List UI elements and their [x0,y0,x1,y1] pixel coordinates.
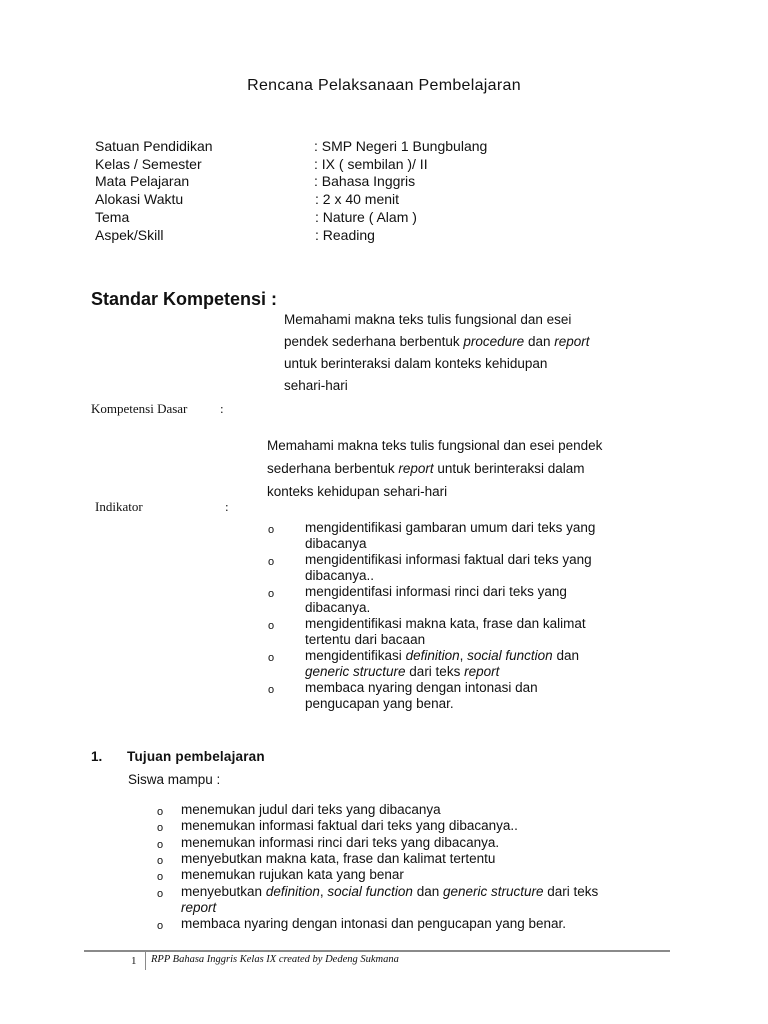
kd-line: Memahami makna teks tulis fungsional dan esei pendek [267,438,603,453]
bullet-icon: o [268,524,275,536]
tujuan-intro: Siswa mampu : [128,772,221,787]
standar-kompetensi-text [284,309,684,397]
sk-line: pendek sederhana berbentuk procedure dan report [284,334,590,349]
info-value: : Nature ( Alam ) [315,209,417,225]
indikator-label: Indikator [95,499,143,514]
kompetensi-dasar-text [267,434,687,503]
kompetensi-dasar-label: Kompetensi Dasar [91,401,188,416]
bullet-icon: o [157,871,164,883]
bullet-icon: o [157,839,164,851]
info-value: : 2 x 40 menit [315,191,400,207]
bullet-icon: o [268,652,275,664]
tujuan-heading: Tujuan pembelajaran [127,749,265,764]
bullet-icon: o [268,684,275,696]
kd-line: konteks kehidupan sehari-hari [267,484,448,499]
info-value: : Reading [315,227,375,243]
bullet-icon: o [268,556,275,568]
footer-divider [84,950,670,952]
info-label: Alokasi Waktu [95,191,184,207]
sk-line: sehari-hari [284,378,348,393]
standar-kompetensi-heading: Standar Kompetensi : [91,289,278,309]
document-title: Rencana Pelaksanaan Pembelajaran [247,77,521,94]
kompetensi-dasar-colon: : [220,401,224,416]
info-value: : Bahasa Inggris [314,173,416,189]
bullet-icon: o [157,920,164,932]
info-label: Kelas / Semester [95,156,202,172]
bullet-icon: o [268,588,275,600]
sk-line: Memahami makna teks tulis fungsional dan esei [284,312,572,327]
info-label: Mata Pelajaran [95,173,190,189]
indikator-colon: : [225,499,229,514]
info-value: : SMP Negeri 1 Bungbulang [314,138,488,154]
info-value: : IX ( sembilan )/ II [314,156,428,172]
bullet-icon: o [157,855,164,867]
bullet-icon: o [268,620,275,632]
info-label: Satuan Pendidikan [95,138,213,154]
tujuan-number: 1. [91,749,103,764]
bullet-icon: o [157,822,164,834]
footer-separator [145,952,146,970]
footer-text: RPP Bahasa Inggris Kelas IX created by Dedeng Sukmana [151,954,399,965]
bullet-icon: o [157,888,164,900]
sk-line: untuk berinteraksi dalam konteks kehidupan [284,356,548,371]
info-label: Tema [95,209,130,225]
page-number: 1 [131,955,137,967]
kd-line: sederhana berbentuk report untuk berinteraksi dalam [267,461,585,476]
bullet-icon: o [157,806,164,818]
info-label: Aspek/Skill [95,227,164,243]
